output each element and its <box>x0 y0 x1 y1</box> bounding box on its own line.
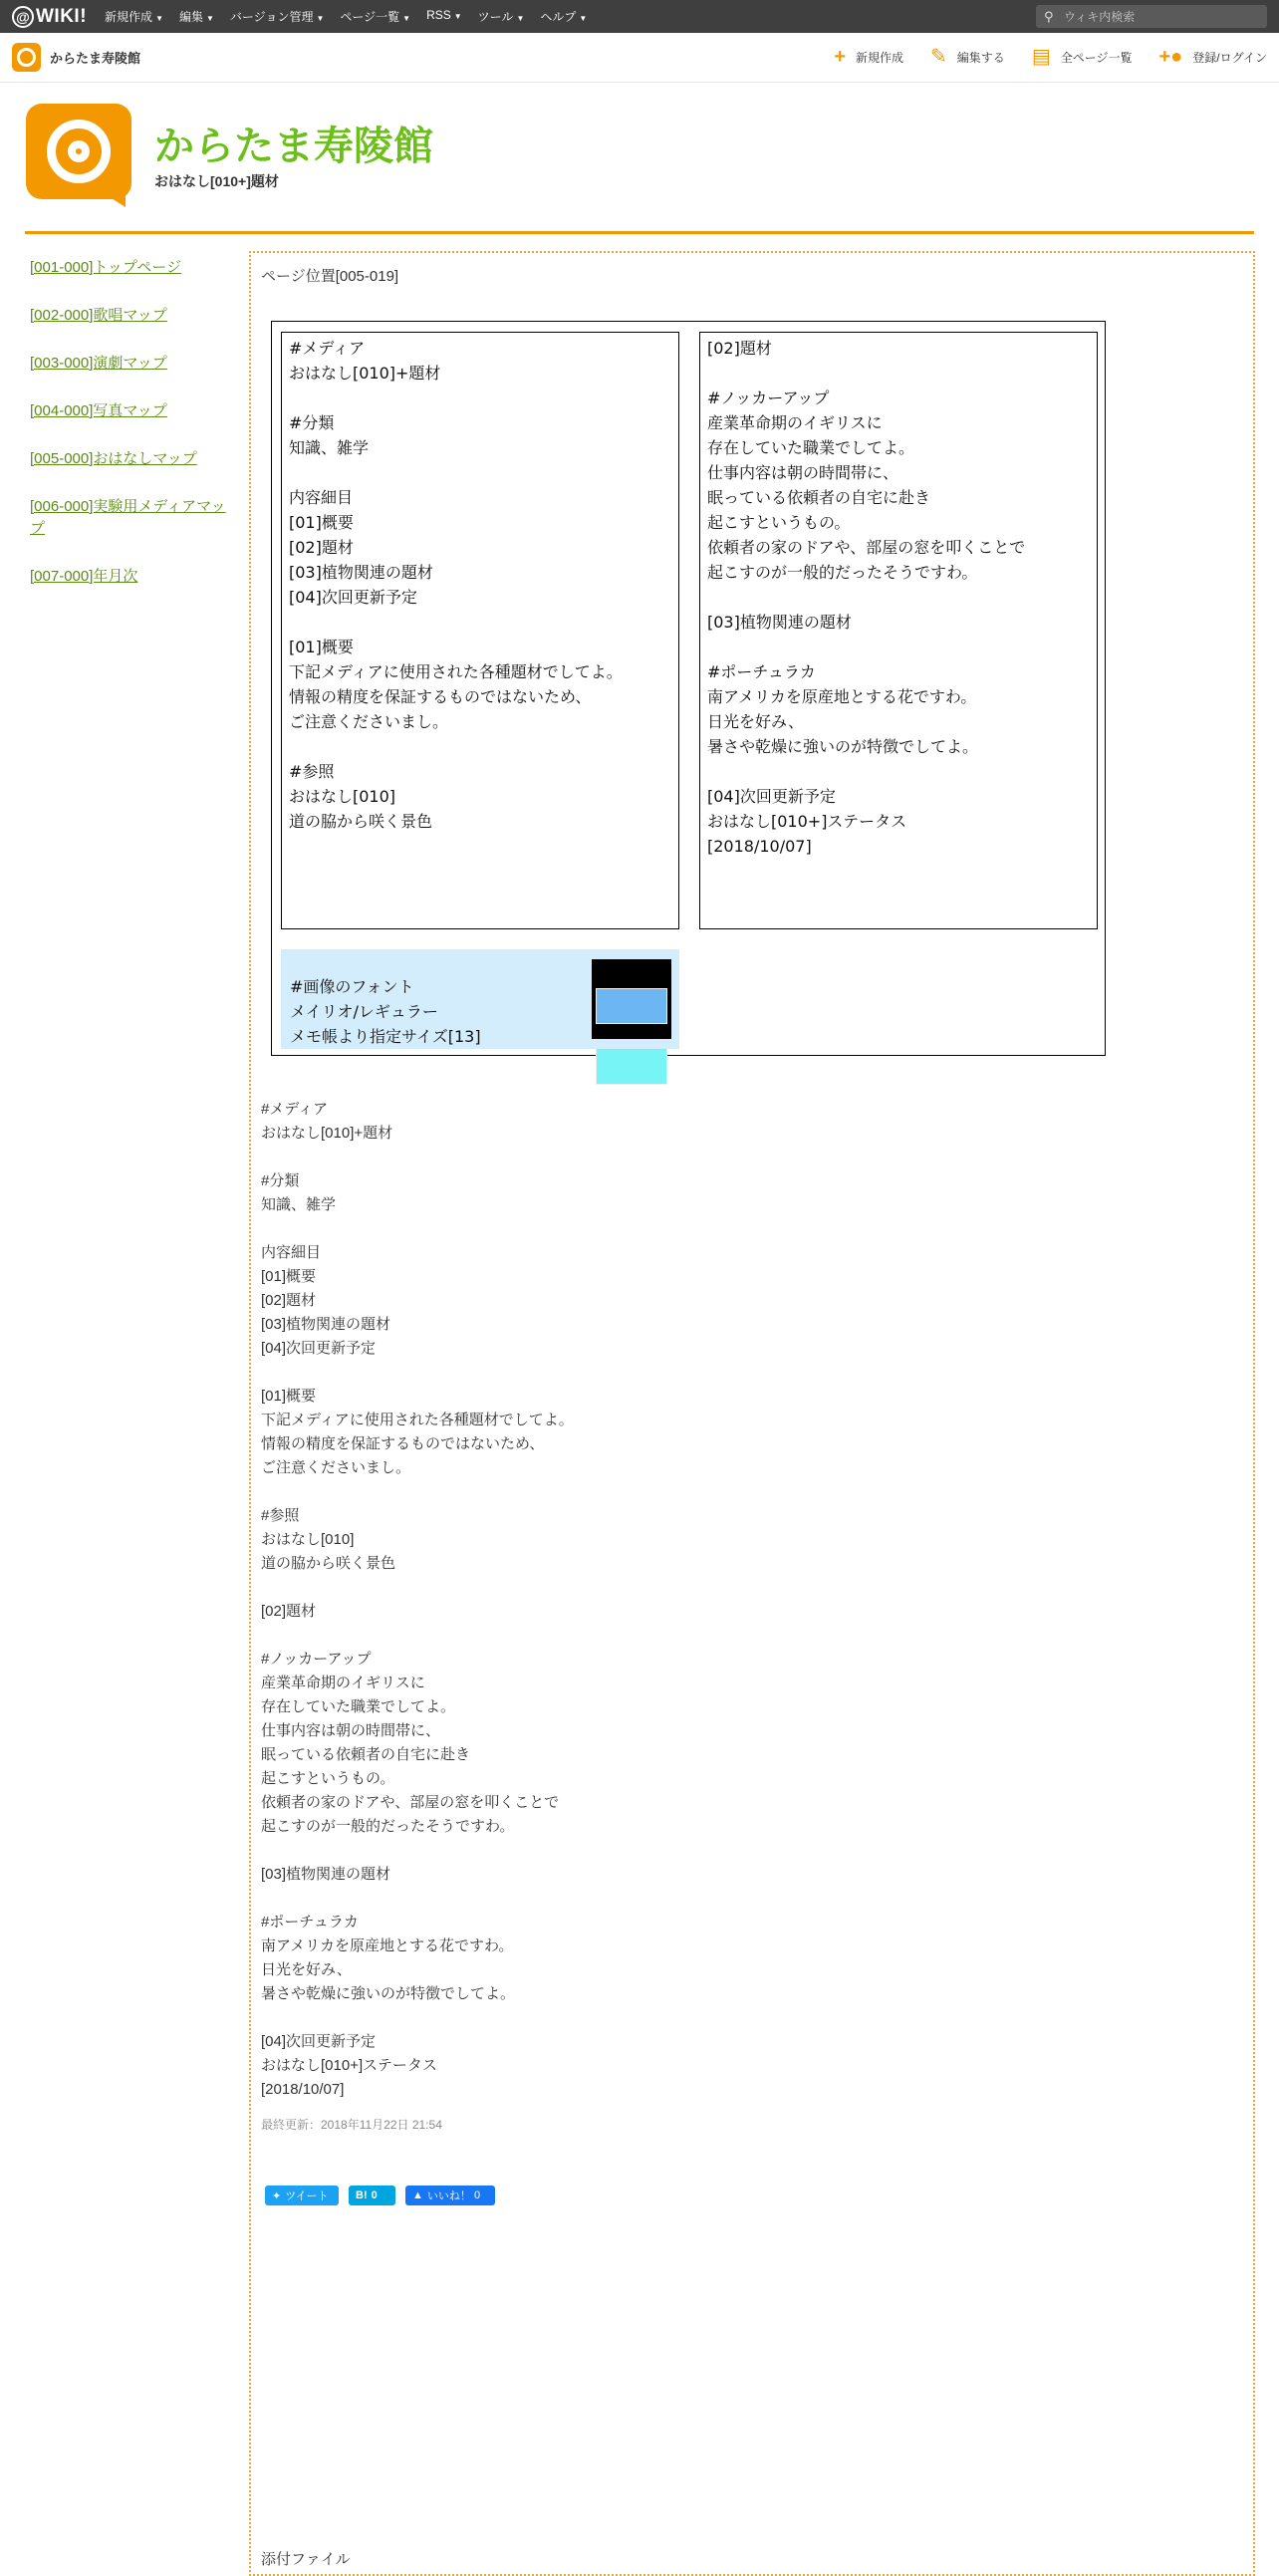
social-buttons <box>265 2186 505 2205</box>
thumbs-up-icon: ▲ <box>412 2190 423 2201</box>
document-icon: ▤ <box>1031 46 1051 68</box>
site-logo-icon <box>12 43 41 72</box>
sidebar-menu <box>30 257 239 614</box>
main-content <box>249 251 1255 2576</box>
wiki-logo-image[interactable] <box>26 104 131 199</box>
sidebar-item-photo-map[interactable]: [004-000]写真マップ <box>30 402 167 419</box>
plus-icon: + <box>834 46 847 68</box>
table-cell-overview: #メディア おはなし[010]+題材 #分類 知識、雑学 内容細目 [01]概要 [02]題材 [03]植物関連の題材 [04]次回更新予定 [01]概要 下記メディアに使用された各種題材でしてよ。 情報の精度を保証するものではないため、 ご注意くださいまし。 #参照 おはなし[010] 道の脇から咲く景色 <box>281 332 679 929</box>
tweet-button[interactable]: ✦ ツイート <box>265 2186 339 2205</box>
at-sign-icon: @ <box>12 6 34 28</box>
twitter-bird-icon: ✦ <box>272 2190 282 2202</box>
page-title: おはなし[010+]題材 <box>154 173 279 189</box>
site-name: からたま寿陵館 <box>50 51 141 66</box>
sidebar-item-story-map[interactable]: [005-000]おはなしマップ <box>30 450 197 467</box>
login-button[interactable]: +● 登録/ログイン <box>1158 46 1267 68</box>
all-pages-button[interactable]: ▤ 全ページ一覧 <box>1031 46 1133 68</box>
sidebar-item-top-page[interactable]: [001-000]トップページ <box>30 259 182 276</box>
top-menu <box>97 8 595 25</box>
caret-down-icon: ▼ <box>402 14 411 23</box>
sidebar-item-singing-map[interactable]: [002-000]歌唱マップ <box>30 307 167 324</box>
image-font-box <box>281 949 679 1049</box>
search-input[interactable] <box>1062 9 1255 25</box>
menu-pages[interactable]: ページ一覧 ▼ <box>340 10 411 24</box>
atwiki-logo[interactable] <box>12 6 87 28</box>
caret-down-icon: ▼ <box>579 14 588 23</box>
menu-help[interactable]: ヘルプ ▼ <box>540 10 588 24</box>
sidebar-item-experimental-media-map[interactable]: [006-000]実験用メディアマップ <box>30 498 226 537</box>
page-body-text: #メディア おはなし[010]+題材 #分類 知識、雑学 内容細目 [01]概要 [02]題材 [03]植物関連の題材 [04]次回更新予定 [01]概要 下記メディアに使用された各種題材でしてよ。 情報の精度を保証するものではないため、 ご注意くださいまし。 #参照 おはなし[010] 道の脇から咲く景色 [02]題材 #ノッカーアップ 産業革命期のイギリスに 存在していた職業でしてよ。 仕事内容は朝の時間帯に、 眠っている依頼者の自宅に赴き 起こすというもの。 依頼者の家のドアや、部屋の窓を叩くことで 起こすのが一般的だったそうですわ。 [03]植物関連の題材 #ポーチュラカ 南アメリカを原産地とする花ですわ。 日光を好み、 暑さや乾燥に強いのが特徴でしてよ。 [04]次回更新予定 おはなし[010+]ステータス [2018/10/07] <box>261 1101 574 2098</box>
new-page-button[interactable]: + 新規作成 <box>834 46 904 68</box>
pencil-icon: ✎ <box>930 46 947 68</box>
top-navigation-bar <box>0 0 1279 33</box>
image-font-text: #画像のフォント メイリオ/レギュラー メモ帳より指定サイズ[13] <box>290 977 481 1046</box>
header-divider <box>25 231 1254 234</box>
sidebar-item-drama-map[interactable]: [003-000]演劇マップ <box>30 355 167 372</box>
search-icon[interactable]: ⚲ <box>1044 8 1054 24</box>
site-title[interactable]: からたま寿陵館 <box>154 125 433 168</box>
menu-new[interactable]: 新規作成 ▼ <box>105 10 163 24</box>
wiki-search <box>1036 5 1267 28</box>
hatena-bookmark-button[interactable]: B! 0 <box>349 2186 395 2205</box>
facebook-like-button[interactable]: ▲ いいね！ 0 <box>405 2186 495 2205</box>
caret-down-icon: ▼ <box>453 12 462 21</box>
caret-down-icon: ▼ <box>155 14 163 23</box>
table-cell-topics: [02]題材 #ノッカーアップ 産業革命期のイギリスに 存在していた職業でしてよ。 仕事内容は朝の時間帯に、 眠っている依頼者の自宅に赴き 起こすというもの。 依頼者の家のドアや、部屋の窓を叩くことで 起こすのが一般的だったそうですわ。 [03]植物関連の題材 #ポーチュラカ 南アメリカを原産地とする花ですわ。 日光を好み、 暑さや乾燥に強いのが特徴でしてよ。 [04]次回更新予定 おはなし[010+]ステータス [2018/10/07] <box>699 332 1098 929</box>
sidebar-item-monthly[interactable]: [007-000]年月次 <box>30 568 138 585</box>
atwiki-brand-text: WIKI! <box>36 5 88 27</box>
menu-version[interactable]: バージョン管理 ▼ <box>229 10 325 24</box>
menu-rss[interactable]: RSS ▼ <box>426 8 462 22</box>
page-position: ページ位置[005-019] <box>261 268 399 285</box>
hatena-icon: B! <box>356 2190 368 2201</box>
menu-tools[interactable]: ツール ▼ <box>477 10 525 24</box>
caret-down-icon: ▼ <box>316 14 325 23</box>
caret-down-icon: ▼ <box>516 14 525 23</box>
content-table <box>271 321 1106 1056</box>
caret-down-icon: ▼ <box>206 14 214 23</box>
add-user-icon: +● <box>1158 46 1183 68</box>
color-swatch-image <box>592 959 671 1039</box>
swatch-top-color <box>596 988 667 1024</box>
site-header-bar <box>0 33 1279 83</box>
menu-edit[interactable]: 編集 ▼ <box>178 10 214 24</box>
attachments-heading: 添付ファイル <box>261 2551 351 2568</box>
page-actions <box>807 47 1267 67</box>
last-updated: 最終更新：2018年11月22日 21:54 <box>261 2118 442 2132</box>
edit-button[interactable]: ✎ 編集する <box>930 46 1005 68</box>
swatch-bottom-color <box>596 1049 667 1085</box>
site-brand[interactable] <box>12 43 140 72</box>
